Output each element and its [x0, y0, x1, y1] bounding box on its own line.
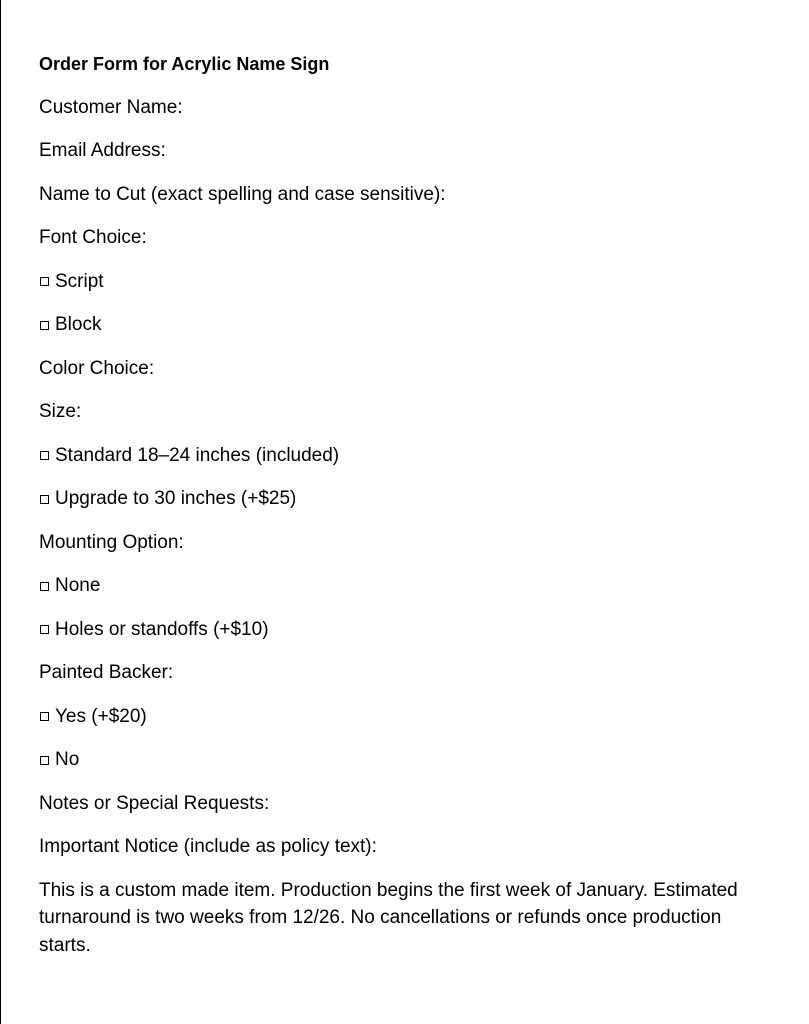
- important-notice-text: This is a custom made item. Production begins the first week of January. Estimated turnaround is two weeks from 12/26. No cancellations or refunds once production starts.: [39, 879, 738, 956]
- order-form: [39, 53, 769, 981]
- form-title: Order Form for Acrylic Name Sign: [39, 54, 330, 74]
- option-label: Yes (+$20): [55, 705, 147, 727]
- painted-backer-option-yes[interactable]: [39, 706, 769, 728]
- mounting-option-label: Mounting Option:: [39, 531, 184, 553]
- checkbox-icon[interactable]: [40, 495, 49, 504]
- checkbox-icon[interactable]: [40, 451, 49, 460]
- mounting-option-standoffs[interactable]: [39, 619, 769, 641]
- name-to-cut-label: Name to Cut (exact spelling and case sensitive):: [39, 183, 446, 205]
- option-label: Block: [55, 314, 102, 335]
- checkbox-icon[interactable]: [40, 582, 49, 591]
- size-option-upgrade[interactable]: [39, 488, 769, 510]
- option-label: Holes or standoffs (+$10): [55, 618, 269, 640]
- option-label: No: [55, 749, 80, 770]
- painted-backer-label: Painted Backer:: [39, 662, 174, 683]
- checkbox-icon[interactable]: [40, 756, 49, 765]
- checkbox-icon[interactable]: [40, 277, 49, 286]
- option-label: Upgrade to 30 inches (+$25): [55, 488, 297, 509]
- option-label: Standard 18–24 inches (included): [55, 444, 340, 466]
- option-label: None: [55, 575, 101, 596]
- painted-backer-option-no[interactable]: [39, 749, 769, 771]
- font-option-script[interactable]: [39, 271, 769, 293]
- mounting-option-none[interactable]: [39, 575, 769, 597]
- notes-label: Notes or Special Requests:: [39, 792, 270, 814]
- size-option-standard[interactable]: [39, 445, 769, 467]
- font-option-block[interactable]: [39, 314, 769, 336]
- option-label: Script: [55, 270, 104, 292]
- color-choice-label: Color Choice:: [39, 357, 155, 379]
- checkbox-icon[interactable]: [40, 625, 49, 634]
- important-notice-label: Important Notice (include as policy text):: [39, 836, 377, 857]
- checkbox-icon[interactable]: [40, 712, 49, 721]
- email-address-label: Email Address:: [39, 140, 166, 161]
- size-label: Size:: [39, 401, 82, 422]
- checkbox-icon[interactable]: [40, 321, 49, 330]
- font-choice-label: Font Choice:: [39, 227, 147, 248]
- customer-name-label: Customer Name:: [39, 96, 183, 118]
